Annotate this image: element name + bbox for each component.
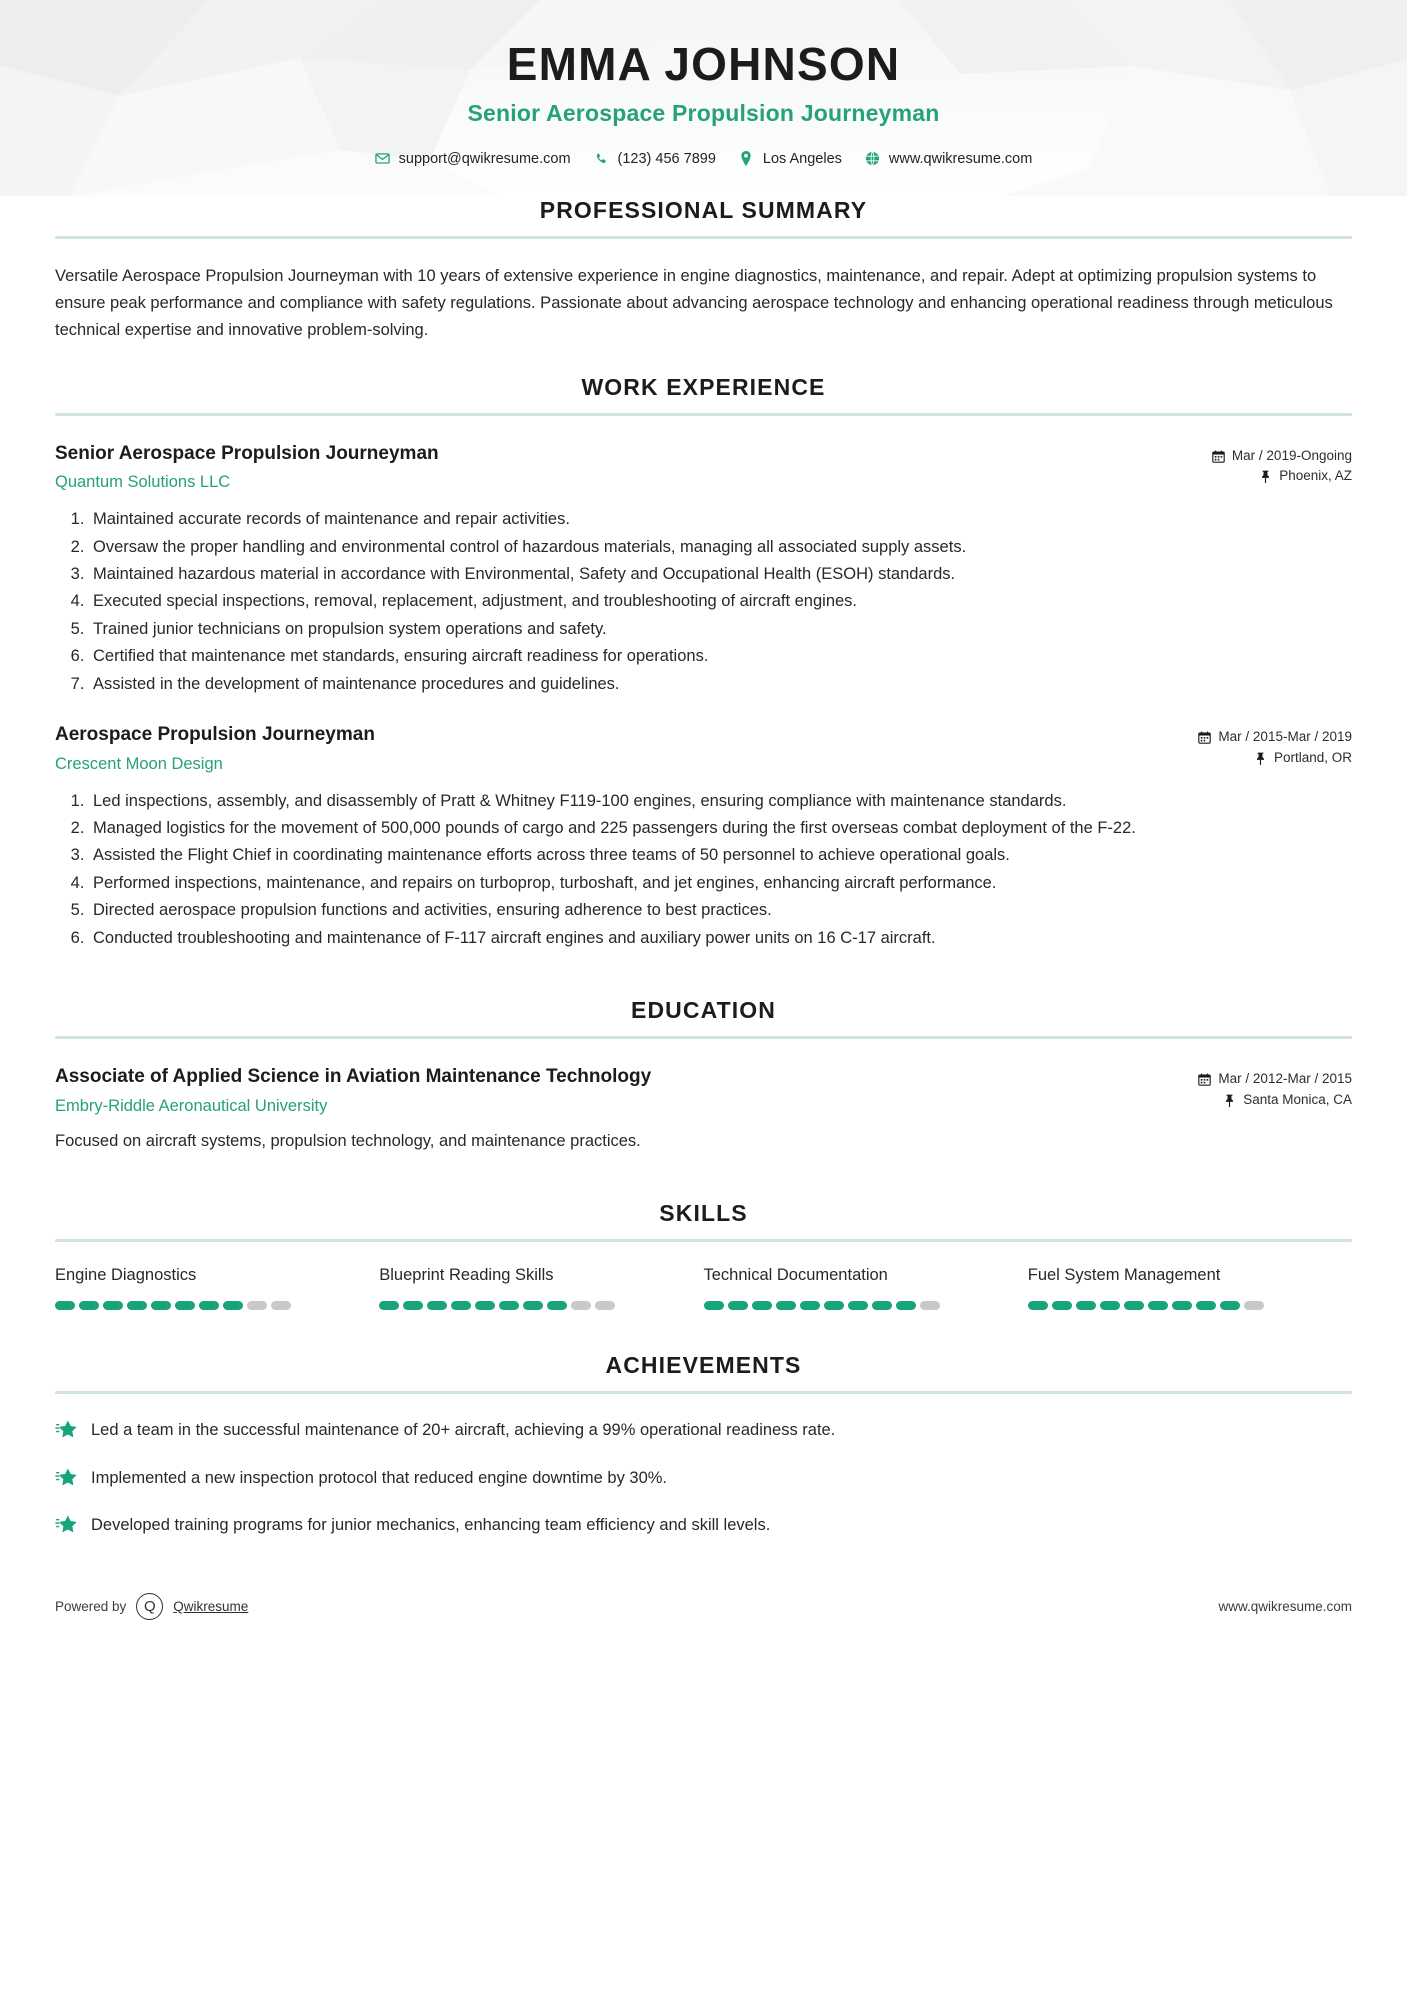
contact-location[interactable] xyxy=(739,151,842,167)
skill-dash xyxy=(103,1301,123,1310)
job-duty-item: 4. Performed inspections, maintenance, and repairs on turboprop, turboshaft, and jet engines, enhancing aircraft performance. xyxy=(89,870,1352,896)
globe-icon xyxy=(865,151,880,166)
skill-dash xyxy=(571,1301,591,1310)
qwikresume-logo-icon: Q xyxy=(136,1593,163,1620)
job-title: Aerospace Propulsion Journeyman xyxy=(55,723,375,745)
section-divider xyxy=(55,1036,1352,1039)
skill-dash xyxy=(920,1301,940,1310)
experience-entry-header xyxy=(55,442,1352,493)
skill-dash xyxy=(379,1301,399,1310)
contact-email[interactable] xyxy=(375,151,571,167)
skill-dash xyxy=(499,1301,519,1310)
experience-entry-identity xyxy=(55,723,1174,774)
powered-by-label: Powered by xyxy=(55,1598,127,1614)
calendar-icon xyxy=(1198,731,1211,744)
candidate-headline: Senior Aerospace Propulsion Journeyman xyxy=(467,99,940,126)
skill-dash xyxy=(848,1301,868,1310)
section-education xyxy=(55,997,1352,1154)
experience-entry xyxy=(55,723,1352,951)
experience-entry xyxy=(55,442,1352,697)
achievement-text: Implemented a new inspection protocol that reduced engine downtime by 30%. xyxy=(91,1468,668,1487)
skill-dash xyxy=(1028,1301,1048,1310)
job-location xyxy=(1198,748,1352,769)
contact-website[interactable] xyxy=(865,151,1032,167)
resume-header xyxy=(55,0,1352,167)
job-dates xyxy=(1212,446,1352,467)
candidate-name: EMMA JOHNSON xyxy=(506,38,901,90)
skill-rating xyxy=(379,1301,673,1310)
section-title-summary: PROFESSIONAL SUMMARY xyxy=(539,196,868,223)
achievement-text: Led a team in the successful maintenance of 20+ aircraft, achieving a 99% operational readiness rate. xyxy=(91,1421,836,1440)
skill-dash xyxy=(800,1301,820,1310)
map-pin-icon xyxy=(1259,470,1272,483)
achievement-text: Developed training programs for junior mechanics, enhancing team efficiency and skill levels. xyxy=(91,1516,771,1535)
company-name: Crescent Moon Design xyxy=(55,754,223,773)
job-title: Senior Aerospace Propulsion Journeyman xyxy=(55,442,439,464)
skill-rating xyxy=(55,1301,349,1310)
job-location-text: Portland, OR xyxy=(1273,749,1352,765)
section-divider xyxy=(55,236,1352,239)
job-duty-item: 5. Directed aerospace propulsion functions and activities, ensuring adherence to best practices. xyxy=(89,897,1352,923)
education-location xyxy=(1198,1090,1352,1111)
section-divider xyxy=(55,1391,1352,1394)
skill-dash xyxy=(271,1301,291,1310)
skill-item xyxy=(379,1266,703,1310)
skill-dash xyxy=(1148,1301,1168,1310)
education-entry-identity xyxy=(55,1065,1174,1116)
skill-item xyxy=(704,1266,1028,1310)
education-entry xyxy=(55,1065,1352,1154)
location-pin-icon xyxy=(739,151,754,166)
skill-dash xyxy=(872,1301,892,1310)
skill-dash xyxy=(1124,1301,1144,1310)
experience-entry-meta xyxy=(1212,442,1352,488)
company-name: Quantum Solutions LLC xyxy=(55,473,231,492)
skill-item xyxy=(1028,1266,1352,1310)
contact-email-text: support@qwikresume.com xyxy=(398,150,571,167)
contact-website-text: www.qwikresume.com xyxy=(888,150,1033,167)
skill-rating xyxy=(1028,1301,1322,1310)
skill-dash xyxy=(151,1301,171,1310)
skill-dash xyxy=(175,1301,195,1310)
contact-phone-text: (123) 456 7899 xyxy=(617,150,716,167)
education-entry-meta xyxy=(1198,1065,1352,1111)
powered-by-block xyxy=(55,1593,248,1620)
job-location xyxy=(1212,466,1352,487)
star-icon xyxy=(55,1419,77,1441)
skill-dash xyxy=(1244,1301,1264,1310)
job-location-text: Phoenix, AZ xyxy=(1279,468,1352,484)
contact-location-text: Los Angeles xyxy=(762,150,842,167)
qwikresume-link[interactable]: Qwikresume xyxy=(173,1598,249,1614)
education-location-text: Santa Monica, CA xyxy=(1243,1091,1352,1107)
skill-dash xyxy=(1076,1301,1096,1310)
skill-label: Technical Documentation xyxy=(703,1266,888,1285)
experience-entry-header xyxy=(55,723,1352,774)
contact-row xyxy=(55,151,1352,167)
education-dates xyxy=(1198,1069,1352,1090)
skill-dash xyxy=(896,1301,916,1310)
section-skills xyxy=(55,1200,1352,1310)
skill-dash xyxy=(403,1301,423,1310)
experience-entry-meta xyxy=(1198,723,1352,769)
email-icon xyxy=(375,151,390,166)
skill-dash xyxy=(427,1301,447,1310)
skills-grid xyxy=(55,1266,1352,1310)
achievements-list xyxy=(55,1418,1352,1539)
star-icon xyxy=(55,1514,77,1536)
map-pin-icon xyxy=(1254,752,1267,765)
job-duty-item: 2. Managed logistics for the movement of 500,000 pounds of cargo and 225 passengers during the first overseas combat deployment of the F-22. xyxy=(89,815,1352,841)
skill-dash xyxy=(523,1301,543,1310)
skill-dash xyxy=(1172,1301,1192,1310)
skill-label: Fuel System Management xyxy=(1027,1266,1221,1285)
job-duty-item: 7. Assisted in the development of maintenance procedures and guidelines. xyxy=(89,671,1352,697)
job-duty-item: 5. Trained junior technicians on propulsion system operations and safety. xyxy=(89,616,1352,642)
job-duty-item: 2. Oversaw the proper handling and environmental control of hazardous materials, managing all associated supply assets. xyxy=(89,534,1352,560)
skill-item xyxy=(55,1266,379,1310)
job-duties-list xyxy=(55,788,1352,951)
star-icon xyxy=(55,1467,77,1489)
skill-dash xyxy=(1196,1301,1216,1310)
skill-dash xyxy=(475,1301,495,1310)
section-divider xyxy=(55,1239,1352,1242)
skill-dash xyxy=(247,1301,267,1310)
degree-title: Associate of Applied Science in Aviation Maintenance Technology xyxy=(55,1066,652,1088)
summary-text: Versatile Aerospace Propulsion Journeyman with 10 years of extensive experience in engine diagnostics, maintenance, and repair. Adept at optimizing propulsion systems to ensure peak performance and compliance with safety regulations. Passionate about advancing aerospace technology and enhancing operational readiness through meticulous technical expertise and innovative problem-solving. xyxy=(55,266,1333,339)
skill-dash xyxy=(824,1301,844,1310)
skill-dash xyxy=(127,1301,147,1310)
map-pin-icon xyxy=(1223,1094,1236,1107)
skill-dash xyxy=(595,1301,615,1310)
skill-dash xyxy=(451,1301,471,1310)
contact-phone[interactable] xyxy=(594,151,716,167)
section-professional-summary xyxy=(55,197,1352,344)
skill-dash xyxy=(752,1301,772,1310)
skill-dash xyxy=(728,1301,748,1310)
footer-website-url[interactable]: www.qwikresume.com xyxy=(1218,1598,1352,1614)
skill-dash xyxy=(199,1301,219,1310)
skill-label: Engine Diagnostics xyxy=(55,1266,197,1285)
job-duty-item: 4. Executed special inspections, removal, replacement, adjustment, and troubleshooting of aircraft engines. xyxy=(89,588,1352,614)
calendar-icon xyxy=(1212,450,1225,463)
section-title-achievements: ACHIEVEMENTS xyxy=(605,1352,802,1379)
experience-entry-identity xyxy=(55,442,1188,493)
job-duty-item: 3. Maintained hazardous material in accordance with Environmental, Safety and Occupational Health (ESOH) standards. xyxy=(89,561,1352,587)
skill-rating xyxy=(704,1301,998,1310)
section-work-experience xyxy=(55,374,1352,951)
skill-dash xyxy=(1100,1301,1120,1310)
job-duty-item: 1. Maintained accurate records of maintenance and repair activities. xyxy=(89,506,1352,532)
skill-dash xyxy=(223,1301,243,1310)
achievement-item xyxy=(55,1513,1352,1539)
skill-dash xyxy=(1220,1301,1240,1310)
achievement-item xyxy=(55,1418,1352,1444)
achievement-item xyxy=(55,1466,1352,1492)
skill-label: Blueprint Reading Skills xyxy=(379,1266,554,1285)
education-note: Focused on aircraft systems, propulsion technology, and maintenance practices. xyxy=(55,1131,641,1150)
section-title-skills: SKILLS xyxy=(659,1200,748,1227)
skill-dash xyxy=(547,1301,567,1310)
skill-dash xyxy=(776,1301,796,1310)
job-dates-text: Mar / 2019-Ongoing xyxy=(1231,447,1352,463)
phone-icon xyxy=(594,151,609,166)
job-dates-text: Mar / 2015-Mar / 2019 xyxy=(1218,728,1352,744)
school-name: Embry-Riddle Aeronautical University xyxy=(55,1096,328,1115)
job-dates xyxy=(1198,727,1352,748)
section-divider xyxy=(55,413,1352,416)
job-duty-item: 6. Certified that maintenance met standards, ensuring aircraft readiness for operations. xyxy=(89,643,1352,669)
job-duties-list xyxy=(55,506,1352,697)
section-title-experience: WORK EXPERIENCE xyxy=(581,373,826,400)
education-dates-text: Mar / 2012-Mar / 2015 xyxy=(1218,1071,1352,1087)
skill-dash xyxy=(1052,1301,1072,1310)
skill-dash xyxy=(55,1301,75,1310)
job-duty-item: 3. Assisted the Flight Chief in coordinating maintenance efforts across three teams of 50 personnel to achieve operational goals. xyxy=(89,842,1352,868)
skill-dash xyxy=(704,1301,724,1310)
education-entry-header xyxy=(55,1065,1352,1116)
calendar-icon xyxy=(1198,1073,1211,1086)
section-achievements xyxy=(55,1352,1352,1539)
section-title-education: EDUCATION xyxy=(631,997,776,1024)
page-footer xyxy=(55,1593,1352,1654)
skill-dash xyxy=(79,1301,99,1310)
job-duty-item: 1. Led inspections, assembly, and disassembly of Pratt & Whitney F119-100 engines, ensuring compliance with maintenance standards. xyxy=(89,788,1352,814)
job-duty-item: 6. Conducted troubleshooting and maintenance of F-117 aircraft engines and auxiliary power units on 16 C-17 aircraft. xyxy=(89,925,1352,951)
